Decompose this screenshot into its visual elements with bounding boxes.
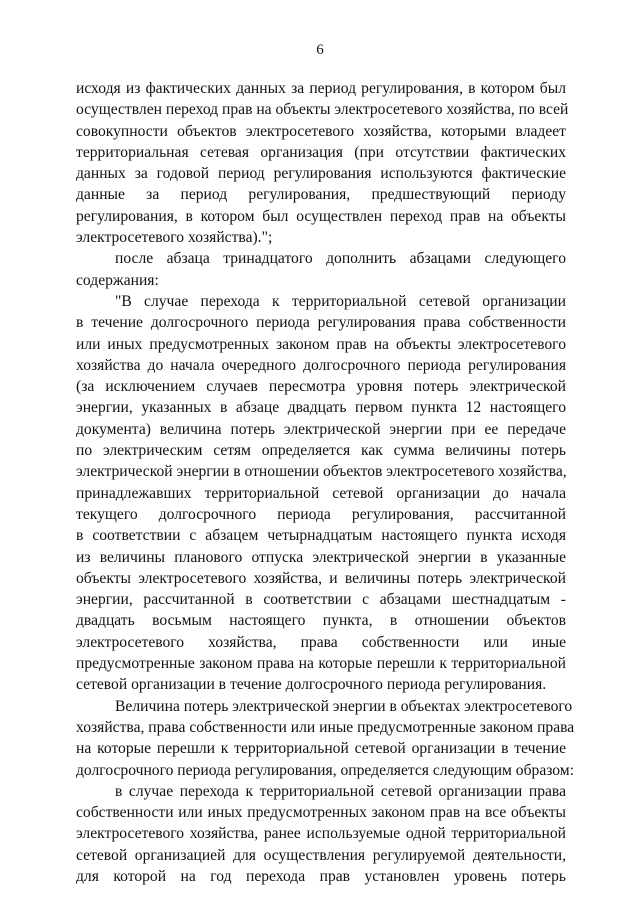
paragraph-first-line: Величина потерь электрической энергии в объектах электросетевого [115, 697, 573, 715]
text-line: по электрическим сетям определяется как сумма величины потерь [76, 442, 566, 460]
text-line: территориальная сетевая организация (при отсутствии фактических [76, 143, 566, 161]
text-line: в соответствии с абзацем четырнадцатым настоящего пункта исходя [76, 527, 566, 545]
paragraph-first-line: "В случае перехода к территориальной сетевой организации [115, 292, 566, 310]
page-number: 6 [316, 42, 324, 58]
paragraph-first-line: в случае перехода к территориальной сетевой организации права [115, 782, 566, 800]
text-line: содержания: [76, 271, 159, 289]
text-line: данные за период регулирования, предшествующий периоду [76, 186, 566, 204]
text-line: в течение долгосрочного периода регулирования права собственности [76, 314, 566, 332]
text-line: долгосрочного периода регулирования, определяется следующим образом: [76, 761, 575, 779]
text-line: данных за годовой период регулирования используются фактические [76, 165, 566, 183]
text-line: из величины планового отпуска электрической энергии в указанные [76, 548, 566, 566]
text-line: сетевой организацией для осуществления регулируемой деятельности, [76, 846, 566, 864]
text-line: собственности или иных предусмотренных законом прав на все объекты [76, 804, 566, 822]
text-line: объекты электросетевого хозяйства, и величины потерь электрической [76, 569, 566, 587]
text-line: регулирования, в котором был осуществлен переход прав на объекты [76, 207, 566, 225]
body-text [76, 78, 575, 887]
text-line: электрической энергии в отношении объектов электросетевого хозяйства, [76, 463, 567, 481]
text-line: документа) величина потерь электрической энергии при ее передаче [76, 420, 566, 438]
text-line: принадлежавших территориальной сетевой организации до начала [76, 484, 566, 502]
text-line: осуществлен переход прав на объекты электросетевого хозяйства, по всей [76, 101, 569, 119]
text-line: совокупности объектов электросетевого хозяйства, которыми владеет [76, 122, 566, 140]
text-line: сетевой организации в течение долгосрочного периода регулирования. [76, 676, 547, 694]
text-line: электросетевого хозяйства, права собственности или иные [76, 633, 566, 651]
text-line: электросетевого хозяйства, ранее используемые одной территориальной [76, 825, 566, 843]
text-line: текущего долгосрочного периода регулирования, рассчитанной [76, 505, 566, 523]
text-line: энергии, рассчитанной в соответствии с абзацами шестнадцатым - [76, 591, 566, 609]
text-line: для которой на год перехода прав установлен уровень потерь [76, 867, 566, 885]
text-line: предусмотренные законом права на которые перешли к территориальной [76, 655, 566, 673]
text-line: двадцать восьмым настоящего пункта, в отношении объектов [76, 612, 566, 630]
text-line: исходя из фактических данных за период регулирования, в котором был [76, 80, 566, 97]
text-line: хозяйства до начала очередного долгосрочного периода регулирования [76, 356, 566, 374]
text-line: энергии, указанных в абзаце двадцать первом пункта 12 настоящего [76, 399, 566, 417]
paragraph-first-line: после абзаца тринадцатого дополнить абзацами следующего [115, 250, 566, 268]
text-line: электросетевого хозяйства)."; [76, 229, 273, 247]
text-line: на которые перешли к территориальной сетевой организации в течение [76, 740, 566, 758]
text-line: хозяйства, права собственности или иные предусмотренные законом права [76, 718, 575, 736]
text-line: или иных предусмотренных законом прав на объекты электросетевого [76, 335, 566, 353]
text-line: (за исключением случаев пересмотра уровня потерь электрической [76, 378, 566, 396]
